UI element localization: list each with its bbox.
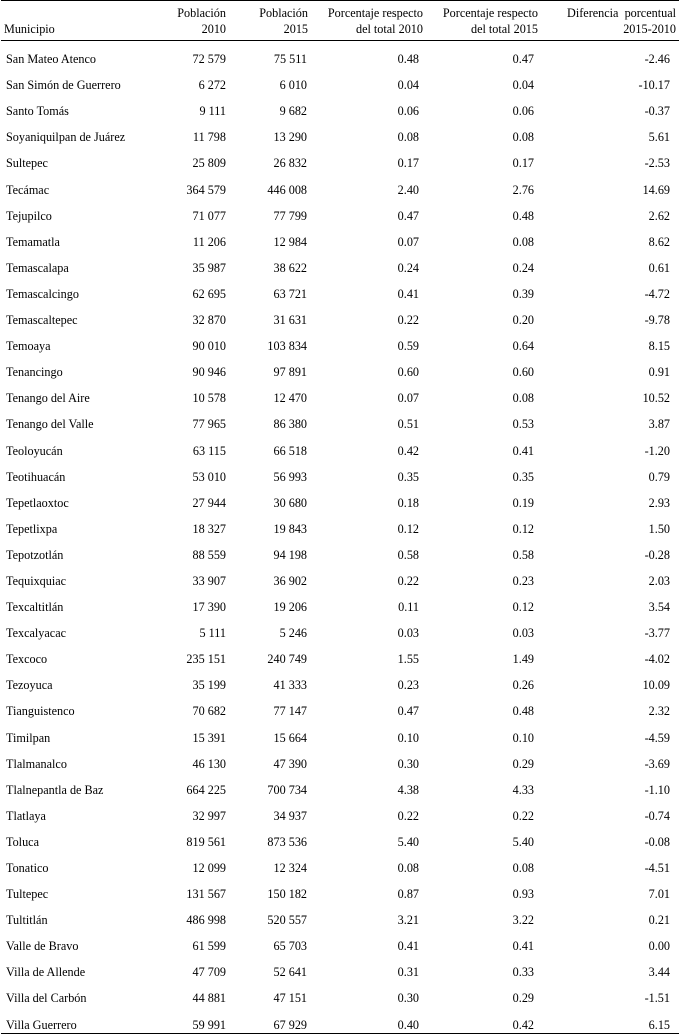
cell-porcentaje-2010: 0.30 <box>397 991 419 1006</box>
cell-poblacion-2015: 56 993 <box>273 469 307 484</box>
cell-poblacion-2010: 90 010 <box>192 339 226 354</box>
cell-porcentaje-2010: 0.07 <box>397 391 419 406</box>
cell-porcentaje-2010: 0.48 <box>397 52 419 67</box>
cell-poblacion-2010: 18 327 <box>192 521 226 536</box>
cell-municipio: Temoaya <box>6 339 51 354</box>
cell-diferencia: 2.62 <box>648 208 670 223</box>
cell-poblacion-2010: 71 077 <box>192 208 226 223</box>
cell-porcentaje-2010: 0.08 <box>397 130 419 145</box>
cell-poblacion-2010: 88 559 <box>192 547 226 562</box>
cell-poblacion-2010: 25 809 <box>192 156 226 171</box>
cell-porcentaje-2015: 0.24 <box>512 260 534 275</box>
cell-diferencia: 0.61 <box>648 260 670 275</box>
cell-diferencia: 6.15 <box>541 1006 679 1033</box>
cell-municipio: Tepetlixpa <box>6 521 58 536</box>
cell-porcentaje-2010: 0.18 <box>397 495 419 510</box>
cell-poblacion-2010: 59 991 <box>166 1006 229 1033</box>
cell-diferencia: -1.51 <box>644 991 670 1006</box>
cell-porcentaje-2010: 0.22 <box>397 808 419 823</box>
cell-diferencia: -10.17 <box>638 78 670 93</box>
cell-porcentaje-2015: 0.93 <box>512 887 534 902</box>
cell-poblacion-2015: 19 843 <box>273 521 307 536</box>
cell-municipio: Timilpan <box>6 730 51 745</box>
table-row <box>1 798 679 824</box>
cell-poblacion-2015: 700 734 <box>267 782 307 797</box>
cell-poblacion-2010: 33 907 <box>192 573 226 588</box>
table-row <box>1 459 679 485</box>
cell-diferencia: 8.15 <box>648 339 670 354</box>
table-row <box>1 537 679 563</box>
cell-municipio: San Mateo Atenco <box>6 52 97 67</box>
cell-poblacion-2010: 6 272 <box>198 78 226 93</box>
cell-diferencia: 0.21 <box>648 913 670 928</box>
cell-poblacion-2015: 47 151 <box>273 991 307 1006</box>
cell-diferencia: -2.53 <box>644 156 670 171</box>
cell-municipio: Texcaltitlán <box>6 600 64 615</box>
cell-municipio: Tezoyuca <box>6 678 53 693</box>
cell-poblacion-2015: 75 511 <box>273 52 307 67</box>
cell-poblacion-2010: 9 111 <box>199 104 226 119</box>
cell-diferencia: 10.09 <box>642 678 670 693</box>
table-row <box>1 719 679 745</box>
table-row <box>1 302 679 328</box>
cell-porcentaje-2015: 0.03 <box>512 626 534 641</box>
cell-porcentaje-2010: 0.23 <box>397 678 419 693</box>
cell-diferencia: 2.93 <box>648 495 670 510</box>
cell-diferencia: -4.59 <box>644 730 670 745</box>
cell-poblacion-2015: 26 832 <box>273 156 307 171</box>
cell-porcentaje-2010: 0.11 <box>398 600 419 615</box>
cell-diferencia: 7.01 <box>648 887 670 902</box>
cell-diferencia: 0.91 <box>648 365 670 380</box>
cell-municipio: Villa Guerrero <box>1 1006 166 1033</box>
cell-porcentaje-2015: 0.41 <box>512 443 534 458</box>
cell-porcentaje-2010: 0.41 <box>397 939 419 954</box>
cell-porcentaje-2015: 0.29 <box>512 756 534 771</box>
cell-municipio: Valle de Bravo <box>6 939 79 954</box>
cell-municipio: Teoloyucán <box>6 443 63 458</box>
cell-porcentaje-2010: 0.30 <box>397 756 419 771</box>
cell-poblacion-2015: 9 682 <box>279 104 307 119</box>
table-row <box>1 641 679 667</box>
cell-diferencia: 8.62 <box>648 234 670 249</box>
cell-porcentaje-2015: 0.08 <box>512 391 534 406</box>
cell-porcentaje-2010: 0.22 <box>397 573 419 588</box>
cell-poblacion-2015: 446 008 <box>267 182 307 197</box>
header-poblacion-2015: Población 2015 <box>229 1 311 41</box>
cell-poblacion-2015: 94 198 <box>273 547 307 562</box>
cell-municipio: Tianguistenco <box>6 704 75 719</box>
cell-municipio: Temascalcingo <box>6 286 79 301</box>
cell-porcentaje-2010: 0.59 <box>397 339 419 354</box>
cell-poblacion-2010: 819 561 <box>186 834 226 849</box>
cell-porcentaje-2015: 0.10 <box>512 730 534 745</box>
cell-porcentaje-2015: 0.17 <box>512 156 534 171</box>
cell-diferencia: -1.10 <box>644 782 670 797</box>
cell-poblacion-2010: 12 099 <box>192 861 226 875</box>
cell-diferencia: -1.20 <box>644 443 670 458</box>
cell-municipio: Texcalyacac <box>6 626 67 641</box>
table-row <box>1 67 679 93</box>
cell-porcentaje-2015: 0.08 <box>512 130 534 145</box>
cell-porcentaje-2015: 0.08 <box>512 234 534 249</box>
cell-porcentaje-2015: 0.41 <box>512 939 534 954</box>
cell-diferencia: -3.77 <box>644 626 670 641</box>
cell-porcentaje-2015: 3.22 <box>512 913 534 928</box>
cell-diferencia: -3.69 <box>644 756 670 771</box>
cell-poblacion-2010: 90 946 <box>192 365 226 380</box>
cell-poblacion-2010: 131 567 <box>186 887 226 902</box>
cell-porcentaje-2015: 0.47 <box>512 52 534 67</box>
cell-diferencia: 3.87 <box>648 417 670 432</box>
table-row <box>1 41 679 68</box>
table-row <box>1 198 679 224</box>
table-row <box>1 328 679 354</box>
cell-poblacion-2010: 61 599 <box>192 939 226 954</box>
table-row <box>1 250 679 276</box>
cell-porcentaje-2010: 3.21 <box>397 913 419 928</box>
cell-porcentaje-2010: 0.04 <box>397 78 419 93</box>
table-row <box>1 772 679 798</box>
cell-porcentaje-2010: 0.31 <box>397 965 419 980</box>
cell-diferencia: -0.28 <box>644 547 670 562</box>
cell-municipio: Tenango del Valle <box>6 417 94 432</box>
cell-poblacion-2015: 150 182 <box>267 887 307 902</box>
cell-porcentaje-2015: 0.04 <box>512 78 534 93</box>
cell-diferencia: 10.52 <box>642 391 670 406</box>
table-row <box>1 276 679 302</box>
table-row <box>1 615 679 641</box>
cell-poblacion-2015: 520 557 <box>267 913 307 928</box>
header-diferencia: Diferencia porcentual 2015-2010 <box>541 1 679 41</box>
cell-poblacion-2015: 41 333 <box>273 678 307 693</box>
cell-porcentaje-2010: 0.08 <box>397 861 419 875</box>
cell-diferencia: 5.61 <box>648 130 670 145</box>
cell-poblacion-2010: 70 682 <box>192 704 226 719</box>
cell-poblacion-2015: 77 147 <box>273 704 307 719</box>
cell-poblacion-2010: 35 199 <box>192 678 226 693</box>
cell-diferencia: -4.51 <box>644 861 670 875</box>
cell-poblacion-2015: 873 536 <box>267 834 307 849</box>
cell-poblacion-2015: 65 703 <box>273 939 307 954</box>
cell-poblacion-2010: 5 111 <box>199 626 226 641</box>
cell-poblacion-2015: 34 937 <box>273 808 307 823</box>
cell-municipio: Tecámac <box>6 182 50 197</box>
cell-poblacion-2015: 13 290 <box>273 130 307 145</box>
cell-porcentaje-2010: 0.58 <box>397 547 419 562</box>
cell-municipio: Teotihuacán <box>6 469 66 484</box>
cell-porcentaje-2010: 0.07 <box>397 234 419 249</box>
cell-municipio: Sultepec <box>6 156 48 171</box>
table-row <box>1 563 679 589</box>
cell-diferencia: 14.69 <box>642 182 670 197</box>
cell-diferencia: -0.37 <box>644 104 670 119</box>
table-header-row <box>1 1 679 41</box>
cell-poblacion-2010: 47 709 <box>192 965 226 980</box>
cell-poblacion-2015: 15 664 <box>273 730 307 745</box>
cell-poblacion-2015: 6 010 <box>279 78 307 93</box>
cell-municipio: Tejupilco <box>6 208 52 223</box>
cell-diferencia: -4.72 <box>644 286 670 301</box>
cell-porcentaje-2015: 0.58 <box>512 547 534 562</box>
cell-porcentaje-2010: 5.40 <box>397 834 419 849</box>
table-row <box>1 485 679 511</box>
cell-municipio: Texcoco <box>6 652 48 667</box>
table-row <box>1 876 679 902</box>
table-row <box>1 589 679 615</box>
table-row <box>1 93 679 119</box>
cell-municipio: San Simón de Guerrero <box>6 78 121 93</box>
cell-municipio: Villa del Carbón <box>6 991 87 1006</box>
table-row <box>1 667 679 693</box>
cell-porcentaje-2015: 0.08 <box>512 861 534 875</box>
cell-porcentaje-2015: 0.60 <box>512 365 534 380</box>
cell-poblacion-2010: 72 579 <box>192 52 226 67</box>
cell-poblacion-2010: 62 695 <box>192 286 226 301</box>
cell-poblacion-2010: 53 010 <box>192 469 226 484</box>
cell-diferencia: -2.46 <box>644 52 670 67</box>
cell-porcentaje-2010: 0.03 <box>397 626 419 641</box>
table-row <box>1 354 679 380</box>
cell-porcentaje-2015: 0.33 <box>512 965 534 980</box>
cell-municipio: Tepetlaoxtoc <box>6 495 69 510</box>
cell-porcentaje-2010: 0.47 <box>397 704 419 719</box>
cell-municipio: Tlalnepantla de Baz <box>6 782 104 797</box>
cell-porcentaje-2015: 0.19 <box>512 495 534 510</box>
cell-poblacion-2015: 36 902 <box>273 573 307 588</box>
cell-diferencia: 0.79 <box>648 469 670 484</box>
cell-poblacion-2010: 15 391 <box>192 730 226 745</box>
cell-porcentaje-2015: 1.49 <box>512 652 534 667</box>
cell-municipio: Tultitlán <box>6 913 48 928</box>
cell-poblacion-2010: 11 798 <box>192 130 226 145</box>
cell-porcentaje-2010: 4.38 <box>397 782 419 797</box>
cell-porcentaje-2015: 0.22 <box>512 808 534 823</box>
header-porcentaje-2010: Porcentaje respecto del total 2010 <box>311 1 426 41</box>
cell-porcentaje-2010: 0.24 <box>397 260 419 275</box>
cell-poblacion-2015: 12 324 <box>273 861 307 875</box>
cell-municipio: Temascalapa <box>6 260 69 275</box>
table-row <box>1 850 679 876</box>
cell-porcentaje-2010: 2.40 <box>397 182 419 197</box>
cell-porcentaje-2015: 0.48 <box>512 208 534 223</box>
cell-poblacion-2015: 97 891 <box>273 365 307 380</box>
cell-diferencia: 2.32 <box>648 704 670 719</box>
cell-diferencia: 0.00 <box>648 939 670 954</box>
cell-porcentaje-2010: 0.17 <box>397 156 419 171</box>
table-row <box>1 954 679 980</box>
cell-diferencia: 2.03 <box>648 573 670 588</box>
cell-poblacion-2010: 44 881 <box>192 991 226 1006</box>
cell-porcentaje-2015: 0.12 <box>512 521 534 536</box>
cell-poblacion-2015: 5 246 <box>279 626 307 641</box>
cell-municipio: Tenango del Aire <box>6 391 90 406</box>
cell-porcentaje-2015: 0.48 <box>512 704 534 719</box>
cell-diferencia: -9.78 <box>644 313 670 328</box>
cell-poblacion-2010: 32 997 <box>192 808 226 823</box>
cell-poblacion-2015: 63 721 <box>273 286 307 301</box>
table-row <box>1 693 679 719</box>
cell-municipio: Santo Tomás <box>6 104 69 119</box>
cell-diferencia: -4.02 <box>644 652 670 667</box>
cell-poblacion-2015: 67 929 <box>229 1006 311 1033</box>
cell-porcentaje-2015: 0.42 <box>426 1006 541 1033</box>
cell-municipio: Temascaltepec <box>6 313 78 328</box>
cell-diferencia: 1.50 <box>648 521 670 536</box>
cell-poblacion-2010: 235 151 <box>186 652 226 667</box>
cell-porcentaje-2010: 0.47 <box>397 208 419 223</box>
cell-poblacion-2015: 12 984 <box>273 234 307 249</box>
cell-porcentaje-2015: 0.26 <box>512 678 534 693</box>
cell-porcentaje-2015: 0.12 <box>512 600 534 615</box>
table-row <box>1 824 679 850</box>
table-row <box>1 928 679 954</box>
cell-porcentaje-2010: 0.10 <box>397 730 419 745</box>
cell-porcentaje-2015: 0.06 <box>512 104 534 119</box>
cell-porcentaje-2015: 0.35 <box>512 469 534 484</box>
cell-diferencia: -0.74 <box>644 808 670 823</box>
cell-municipio: Villa de Allende <box>6 965 86 980</box>
cell-municipio: Tequixquiac <box>6 573 67 588</box>
cell-poblacion-2015: 240 749 <box>267 652 307 667</box>
cell-municipio: Tultepec <box>6 887 49 902</box>
table-row <box>1 432 679 458</box>
cell-poblacion-2010: 27 944 <box>192 495 226 510</box>
cell-poblacion-2010: 35 987 <box>192 260 226 275</box>
header-municipio: Municipio <box>1 1 166 41</box>
cell-municipio: Toluca <box>6 834 39 849</box>
table-row <box>1 406 679 432</box>
cell-porcentaje-2010: 0.60 <box>397 365 419 380</box>
cell-porcentaje-2015: 0.20 <box>512 313 534 328</box>
cell-poblacion-2010: 63 115 <box>192 443 226 458</box>
cell-municipio: Tlalmanalco <box>6 756 67 771</box>
table-row <box>1 380 679 406</box>
table-row <box>1 902 679 928</box>
cell-diferencia: -0.08 <box>644 834 670 849</box>
cell-porcentaje-2010: 0.40 <box>311 1006 426 1033</box>
cell-municipio: Temamatla <box>6 234 60 249</box>
cell-poblacion-2010: 32 870 <box>192 313 226 328</box>
cell-poblacion-2015: 66 518 <box>273 443 307 458</box>
cell-porcentaje-2015: 0.64 <box>512 339 534 354</box>
cell-porcentaje-2015: 0.23 <box>512 573 534 588</box>
cell-poblacion-2015: 31 631 <box>273 313 307 328</box>
cell-poblacion-2015: 38 622 <box>273 260 307 275</box>
cell-poblacion-2010: 11 206 <box>192 234 226 249</box>
table-row <box>1 171 679 197</box>
cell-poblacion-2015: 52 641 <box>273 965 307 980</box>
cell-porcentaje-2010: 0.22 <box>397 313 419 328</box>
cell-poblacion-2010: 10 578 <box>192 391 226 406</box>
header-porcentaje-2015: Porcentaje respecto del total 2015 <box>426 1 541 41</box>
table-row <box>1 511 679 537</box>
cell-poblacion-2010: 486 998 <box>186 913 226 928</box>
cell-poblacion-2010: 46 130 <box>192 756 226 771</box>
table-row <box>1 746 679 772</box>
cell-poblacion-2010: 364 579 <box>186 182 226 197</box>
cell-porcentaje-2015: 5.40 <box>512 834 534 849</box>
cell-porcentaje-2010: 0.12 <box>397 521 419 536</box>
population-table <box>1 0 679 1034</box>
cell-poblacion-2015: 77 799 <box>273 208 307 223</box>
cell-porcentaje-2010: 0.87 <box>397 887 419 902</box>
cell-municipio: Tlatlaya <box>6 808 46 823</box>
cell-municipio: Tonatico <box>6 861 49 875</box>
table-row <box>1 980 679 1006</box>
cell-poblacion-2010: 17 390 <box>192 600 226 615</box>
cell-porcentaje-2010: 0.41 <box>397 286 419 301</box>
cell-porcentaje-2010: 0.51 <box>397 417 419 432</box>
cell-porcentaje-2015: 0.39 <box>512 286 534 301</box>
table-row <box>1 145 679 171</box>
cell-municipio: Soyaniquilpan de Juárez <box>6 130 126 145</box>
cell-porcentaje-2010: 0.35 <box>397 469 419 484</box>
cell-poblacion-2015: 19 206 <box>273 600 307 615</box>
cell-poblacion-2015: 103 834 <box>267 339 307 354</box>
cell-porcentaje-2010: 0.42 <box>397 443 419 458</box>
cell-municipio: Tepotzotlán <box>6 547 64 562</box>
cell-diferencia: 3.54 <box>648 600 670 615</box>
table-row <box>1 1006 679 1033</box>
table-row <box>1 119 679 145</box>
cell-porcentaje-2015: 0.29 <box>512 991 534 1006</box>
cell-poblacion-2015: 30 680 <box>273 495 307 510</box>
cell-poblacion-2015: 47 390 <box>273 756 307 771</box>
cell-porcentaje-2015: 0.53 <box>512 417 534 432</box>
cell-poblacion-2010: 664 225 <box>186 782 226 797</box>
cell-porcentaje-2010: 1.55 <box>397 652 419 667</box>
cell-porcentaje-2010: 0.06 <box>397 104 419 119</box>
cell-porcentaje-2015: 2.76 <box>512 182 534 197</box>
cell-poblacion-2015: 12 470 <box>273 391 307 406</box>
cell-porcentaje-2015: 4.33 <box>512 782 534 797</box>
header-poblacion-2010: Población 2010 <box>166 1 229 41</box>
cell-diferencia: 3.44 <box>648 965 670 980</box>
cell-poblacion-2010: 77 965 <box>192 417 226 432</box>
table-row <box>1 224 679 250</box>
cell-municipio: Tenancingo <box>6 365 63 380</box>
table-body <box>1 41 679 1034</box>
cell-poblacion-2015: 86 380 <box>273 417 307 432</box>
